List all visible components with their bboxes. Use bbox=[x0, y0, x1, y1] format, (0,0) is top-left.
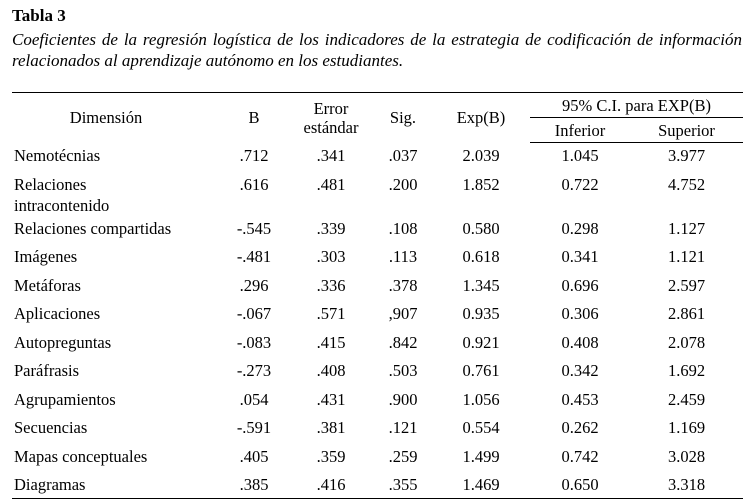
cell-b: .616 bbox=[239, 174, 269, 194]
table-row bbox=[12, 301, 743, 330]
cell-superior: 3.318 bbox=[630, 472, 743, 499]
cell-standard-error: .431 bbox=[316, 389, 346, 409]
cell-inferior: 0.408 bbox=[561, 332, 599, 352]
cell-exp-b: 0.554 bbox=[462, 418, 500, 437]
cell-dimension: Nemotécnias bbox=[14, 145, 101, 165]
cell-sig: .108 bbox=[388, 218, 418, 238]
cell-dimension-line2: intracontenido bbox=[14, 195, 110, 215]
header-inferior: Inferior bbox=[530, 118, 630, 143]
cell-sig: .113 bbox=[388, 247, 418, 266]
cell-dimension: Diagramas bbox=[12, 472, 220, 499]
header-superior: Superior bbox=[630, 118, 743, 143]
cell-sig: .503 bbox=[388, 361, 418, 380]
cell-inferior: 0.453 bbox=[561, 389, 599, 409]
cell-superior: 2.861 bbox=[667, 304, 706, 323]
cell-sig: .037 bbox=[388, 145, 418, 165]
cell-sig: .900 bbox=[388, 389, 418, 409]
cell-superior: 3.028 bbox=[667, 446, 706, 466]
cell-inferior: 0.722 bbox=[561, 174, 599, 194]
cell-b: .296 bbox=[239, 275, 269, 295]
table-label: Tabla 3 bbox=[12, 6, 66, 25]
table-body bbox=[12, 143, 743, 499]
cell-exp-b: 1.499 bbox=[462, 446, 500, 466]
cell-b: -.083 bbox=[236, 332, 272, 352]
table-row bbox=[12, 472, 743, 499]
cell-superior: 2.459 bbox=[667, 389, 706, 409]
cell-sig: .378 bbox=[388, 275, 418, 295]
header-error-line1: Error bbox=[313, 98, 349, 118]
cell-b: .712 bbox=[239, 145, 269, 165]
cell-sig: .842 bbox=[388, 332, 418, 352]
cell-b: .385 bbox=[220, 472, 288, 499]
cell-sig: ,907 bbox=[388, 304, 418, 323]
table-row bbox=[12, 387, 743, 416]
table-row bbox=[12, 444, 743, 473]
cell-standard-error: .303 bbox=[316, 247, 346, 266]
cell-superior: 2.597 bbox=[667, 275, 706, 295]
cell-standard-error: .341 bbox=[316, 145, 346, 165]
cell-inferior: 0.306 bbox=[561, 304, 599, 323]
header-error-line2: estándar bbox=[303, 117, 359, 137]
cell-inferior: 0.742 bbox=[561, 446, 599, 466]
cell-exp-b: 2.039 bbox=[462, 145, 500, 165]
cell-inferior: 0.341 bbox=[561, 247, 599, 266]
cell-superior: 2.078 bbox=[667, 332, 706, 352]
table-row bbox=[12, 273, 743, 302]
cell-exp-b: 0.761 bbox=[462, 361, 500, 380]
cell-b: .405 bbox=[239, 446, 269, 466]
header-exp-b: Exp(B) bbox=[432, 93, 530, 143]
cell-standard-error: .359 bbox=[316, 446, 346, 466]
cell-standard-error: .336 bbox=[316, 275, 346, 295]
header-confidence-interval: 95% C.I. para EXP(B) bbox=[530, 93, 743, 118]
cell-superior: 1.169 bbox=[667, 418, 706, 437]
cell-dimension: Agrupamientos bbox=[14, 389, 116, 409]
cell-exp-b: 0.580 bbox=[462, 218, 500, 238]
table-row bbox=[12, 358, 743, 387]
cell-exp-b: 0.935 bbox=[462, 304, 500, 323]
table-caption: Coeficientes de la regresión logística de los indicadores de la estrategia de codificación de información relacionados al aprendizaje autónomo en los estudiantes. bbox=[12, 30, 742, 70]
cell-standard-error: .416 bbox=[288, 472, 374, 499]
regression-table bbox=[12, 92, 743, 499]
cell-b: -.481 bbox=[236, 247, 272, 266]
cell-b: -.545 bbox=[236, 218, 272, 238]
cell-dimension: Autopreguntas bbox=[14, 332, 112, 352]
cell-sig: .200 bbox=[388, 174, 418, 194]
cell-standard-error: .481 bbox=[316, 174, 346, 194]
table-header bbox=[12, 93, 743, 143]
cell-standard-error: .415 bbox=[316, 332, 346, 352]
cell-dimension: Relaciones compartidas bbox=[14, 218, 172, 238]
cell-standard-error: .571 bbox=[316, 304, 346, 323]
cell-superior: 3.977 bbox=[667, 146, 706, 165]
cell-inferior: 0.342 bbox=[561, 361, 599, 380]
cell-standard-error: .339 bbox=[316, 218, 346, 238]
cell-superior: 1.692 bbox=[667, 361, 706, 380]
cell-superior: 1.121 bbox=[667, 247, 706, 266]
cell-exp-b: 1.056 bbox=[462, 389, 500, 409]
cell-b: .054 bbox=[239, 389, 269, 409]
cell-dimension: Paráfrasis bbox=[14, 361, 80, 380]
cell-exp-b: 1.469 bbox=[432, 472, 530, 499]
cell-standard-error: .381 bbox=[316, 418, 346, 437]
table-row bbox=[12, 415, 743, 444]
cell-b: -.273 bbox=[236, 361, 272, 380]
header-standard-error bbox=[288, 93, 374, 143]
cell-exp-b: 1.345 bbox=[462, 275, 500, 295]
cell-sig: .121 bbox=[388, 418, 418, 437]
cell-inferior: 0.650 bbox=[530, 472, 630, 499]
table-row bbox=[12, 172, 743, 216]
cell-inferior: 0.262 bbox=[561, 418, 599, 437]
cell-dimension: Mapas conceptuales bbox=[14, 446, 148, 466]
cell-dimension: Secuencias bbox=[14, 418, 88, 437]
cell-b: -.591 bbox=[236, 418, 272, 437]
cell-dimension: Imágenes bbox=[14, 247, 78, 266]
cell-dimension bbox=[12, 172, 220, 216]
cell-dimension: Metáforas bbox=[14, 275, 81, 295]
header-dimension: Dimensión bbox=[12, 93, 220, 143]
cell-inferior: 0.298 bbox=[561, 218, 599, 238]
cell-exp-b: 0.921 bbox=[462, 332, 500, 352]
cell-dimension: Aplicaciones bbox=[14, 304, 101, 323]
cell-sig: .355 bbox=[374, 472, 432, 499]
cell-superior: 4.752 bbox=[667, 174, 706, 194]
cell-sig: .259 bbox=[388, 446, 418, 466]
header-b: B bbox=[220, 93, 288, 143]
cell-b: -.067 bbox=[236, 304, 272, 323]
table-row bbox=[12, 244, 743, 273]
cell-inferior: 0.696 bbox=[561, 275, 599, 295]
cell-exp-b: 1.852 bbox=[462, 174, 500, 194]
table-row bbox=[12, 216, 743, 245]
cell-dimension-line1: Relaciones bbox=[14, 174, 87, 194]
table-row bbox=[12, 330, 743, 359]
cell-superior: 1.127 bbox=[667, 218, 706, 238]
table-row bbox=[12, 143, 743, 172]
cell-standard-error: .408 bbox=[316, 361, 346, 380]
cell-exp-b: 0.618 bbox=[462, 247, 500, 266]
cell-inferior: 1.045 bbox=[561, 146, 599, 165]
header-sig: Sig. bbox=[374, 93, 432, 143]
